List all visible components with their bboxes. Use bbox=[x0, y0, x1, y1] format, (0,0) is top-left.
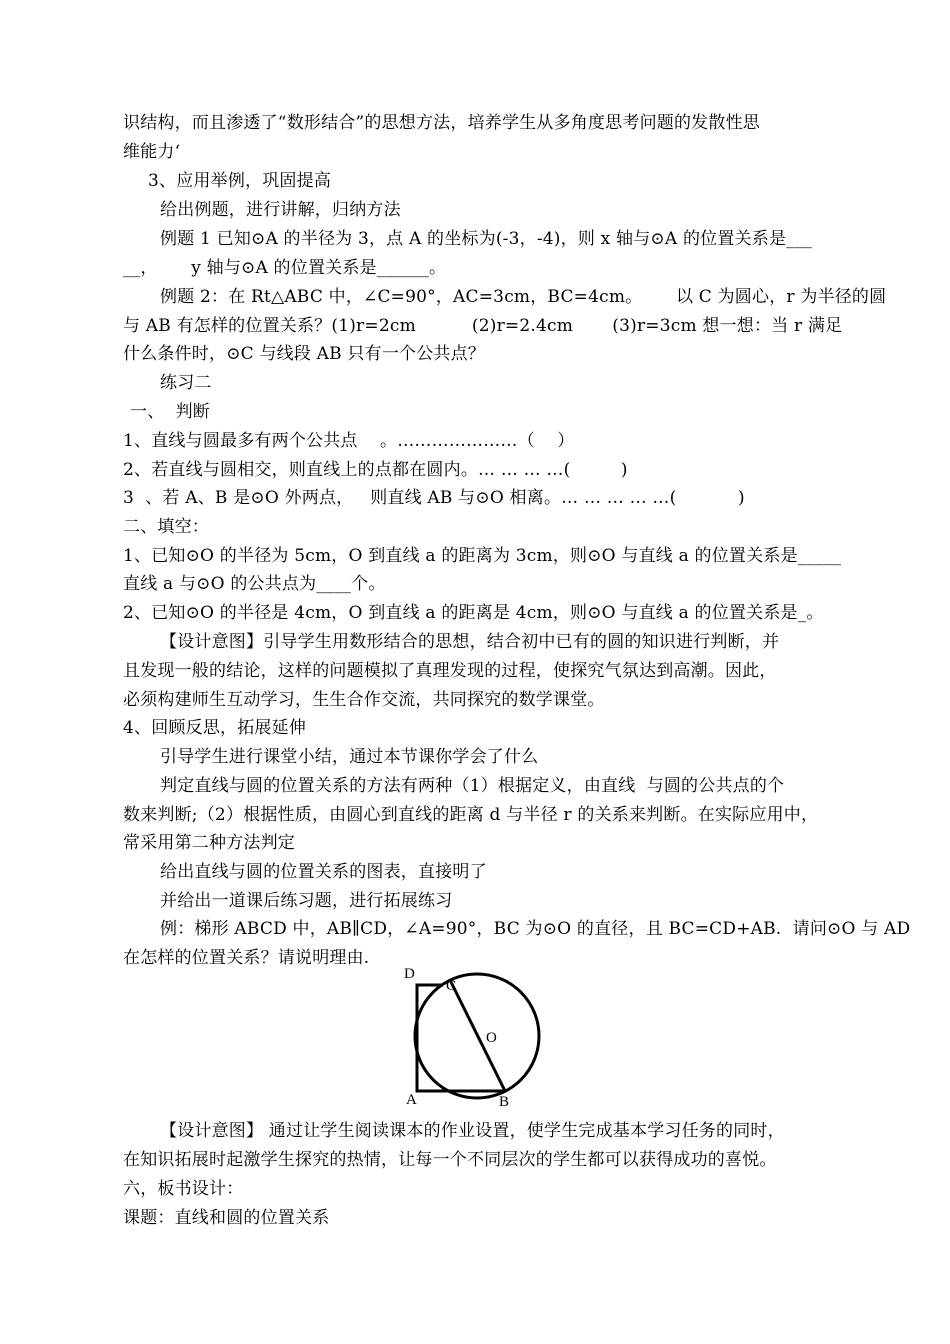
judgement-item: 1、直线与圆最多有两个公共点 。…………………（ ） bbox=[123, 431, 575, 451]
board-title: 课题：直线和圆的位置关系 bbox=[123, 1208, 330, 1228]
example-1-line: __， y 轴与⊙A 的位置关系是______。 bbox=[123, 258, 447, 278]
design-intent-line: 且发现一般的结论，这样的问题模拟了真理发现的过程，使探究气氛达到高潮。因此， bbox=[123, 661, 777, 681]
fill-heading: 二、填空： bbox=[123, 517, 209, 537]
point-label-a: A bbox=[406, 1092, 417, 1108]
point-label-d: D bbox=[404, 966, 415, 982]
text-line: 识结构，而且渗透了“数形结合”的思想方法，培养学生从多角度思考问题的发散性思 bbox=[123, 113, 760, 133]
design-intent-line: 【设计意图】引导学生用数形结合的思想，结合初中已有的圆的知识进行判断，并 bbox=[160, 632, 780, 652]
text-line: 给出直线与圆的位置关系的图表，直接明了 bbox=[160, 862, 487, 882]
judgement-heading: 一、 判断 bbox=[130, 402, 211, 422]
geometry-figure bbox=[395, 960, 555, 1110]
text-line: 并给出一道课后练习题，进行拓展练习 bbox=[160, 891, 453, 911]
design-intent-line: 在知识拓展时起激学生探究的热情，让每一个不同层次的学生都可以获得成功的喜悦。 bbox=[123, 1150, 777, 1170]
judgement-item: 3 、若 A、B 是⊙O 外两点， 则直线 AB 与⊙O 相离。… … … … …( ) bbox=[123, 488, 745, 508]
fill-item: 直线 a 与⊙O 的公共点为____个。 bbox=[123, 574, 386, 594]
text-line: 引导学生进行课堂小结，通过本节课你学会了什么 bbox=[160, 747, 539, 767]
example-2-line: 与 AB 有怎样的位置关系？(1)r=2cm (2)r=2.4cm (3)r=3cm 想一想：当 r 满足 bbox=[123, 316, 843, 336]
text-line: 判定直线与圆的位置关系的方法有两种（1）根据定义，由直线 与圆的公共点的个 bbox=[160, 776, 785, 796]
design-intent-line: 必须构建师生互动学习，生生合作交流，共同探究的数学课堂。 bbox=[123, 690, 605, 710]
example-2-line: 例题 2：在 Rt△ABC 中，∠C=90°，AC=3cm，BC=4cm。 以 C 为圆心，r 为半径的圆 bbox=[160, 287, 887, 307]
section-heading: 3、应用举例，巩固提高 bbox=[148, 171, 332, 191]
point-label-b: B bbox=[499, 1094, 510, 1110]
text-line: 给出例题，进行讲解，归纳方法 bbox=[160, 200, 401, 220]
text-line: 常采用第二种方法判定 bbox=[123, 833, 295, 853]
section-heading: 4、回顾反思，拓展延伸 bbox=[123, 718, 307, 738]
design-intent-line: 【设计意图】 通过让学生阅读课本的作业设置，使学生完成基本学习任务的同时， bbox=[160, 1121, 785, 1141]
example-2-line: 什么条件时，⊙C 与线段 AB 只有一个公共点？ bbox=[123, 344, 486, 364]
point-label-o: O bbox=[486, 1030, 497, 1046]
fill-item: 1、已知⊙O 的半径为 5cm，O 到直线 a 的距离为 3cm，则⊙O 与直线 a 的位置关系是_____ bbox=[123, 546, 842, 566]
fill-item: 2、已知⊙O 的半径是 4cm，O 到直线 a 的距离是 4cm，则⊙O 与直线 a 的位置关系是_。 bbox=[123, 603, 824, 623]
text-line: 维能力‘ bbox=[123, 142, 181, 162]
section-heading: 六，板书设计： bbox=[123, 1179, 244, 1199]
exercise-heading: 练习二 bbox=[160, 373, 212, 393]
point-label-c: C bbox=[446, 978, 457, 994]
example-3-line: 例：梯形 ABCD 中，AB∥CD，∠A=90°，BC 为⊙O 的直径，且 BC=CD+AB. 请问⊙O 与 AD bbox=[160, 919, 911, 939]
judgement-item: 2、若直线与圆相交，则直线上的点都在圆内。… … … …( ) bbox=[123, 460, 628, 480]
text-line: 数来判断;（2）根据性质，由圆心到直线的距离 d 与半径 r 的关系来判断。在实际应用中， bbox=[123, 805, 819, 825]
example-3-line: 在怎样的位置关系？请说明理由. bbox=[123, 948, 370, 968]
example-1-line: 例题 1 已知⊙A 的半径为 3，点 A 的坐标为(-3，-4)，则 x 轴与⊙A 的位置关系是___ bbox=[160, 229, 813, 249]
